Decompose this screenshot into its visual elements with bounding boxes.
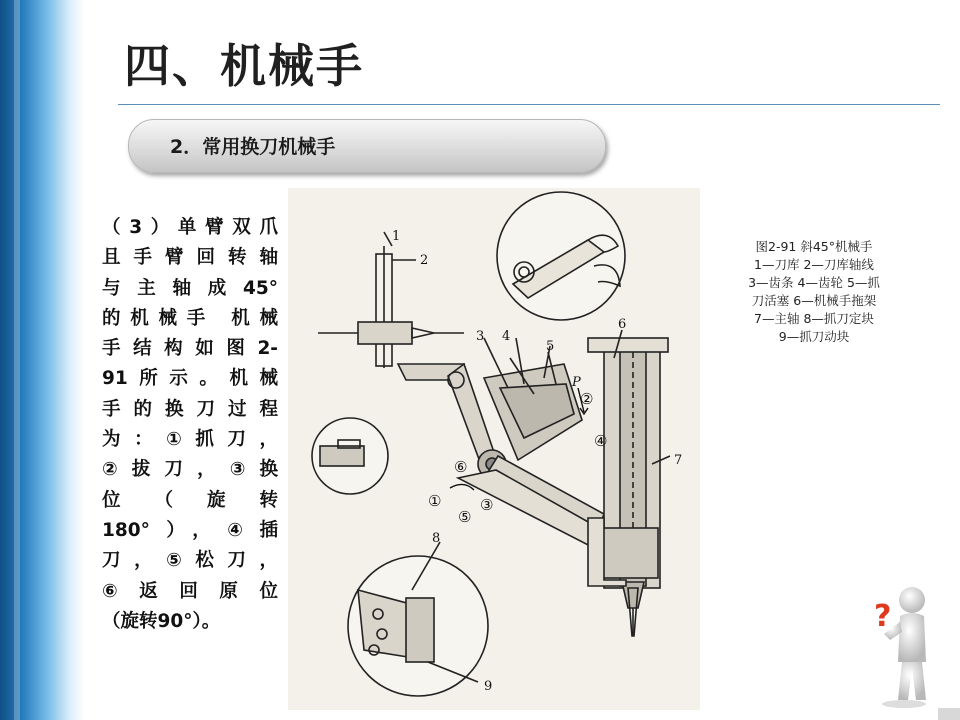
body-line: （旋转90°）。 <box>102 610 221 632</box>
part-label-8: 8 <box>432 531 441 546</box>
part-label-5: 5 <box>546 339 555 354</box>
body-line: 91所示。机械 <box>102 368 278 390</box>
part-label-3: 3 <box>476 329 485 344</box>
body-paragraph <box>102 213 278 637</box>
corner-tab <box>938 708 960 720</box>
figure-caption <box>716 238 912 346</box>
body-line: 手结构如图2- <box>102 338 278 360</box>
manipulator-diagram <box>288 188 700 710</box>
caption-line: 图2-91 斜45°机械手 <box>755 239 873 254</box>
part-label-2: 2 <box>420 253 429 268</box>
body-line: 位 （ 旋 转 <box>102 489 278 511</box>
section-label: 2．常用换刀机械手 <box>170 136 336 158</box>
part-label-6: 6 <box>618 317 627 332</box>
caption-line: 1—刀库 2—刀库轴线 <box>754 257 874 272</box>
body-line: 为：①抓刀， <box>102 429 278 451</box>
step-marker-2: ② <box>580 390 594 408</box>
part-label-4: 4 <box>502 329 511 344</box>
body-line: 且手臂回转轴 <box>102 247 278 269</box>
step-marker-5: ⑤ <box>458 508 472 526</box>
body-line: 与主轴成45° <box>102 277 278 299</box>
left-decor-bar <box>0 0 84 720</box>
part-label-1: 1 <box>392 229 401 244</box>
step-marker-4: ④ <box>594 432 608 450</box>
body-line: 180°），④插 <box>102 519 278 541</box>
step-marker-6: ⑥ <box>454 458 468 476</box>
question-figure-icon <box>868 582 940 710</box>
caption-line: 7—主轴 8—抓刀定块 <box>754 311 874 326</box>
body-line: ⑥返回原位 <box>102 580 278 602</box>
part-label-9: 9 <box>484 679 493 694</box>
step-marker-3: ③ <box>480 496 494 514</box>
body-line: （3）单臂双爪 <box>102 217 278 238</box>
body-line: 刀，⑤松刀， <box>102 550 278 572</box>
slide-title: 四、机械手 <box>124 39 364 93</box>
caption-line: 9—抓刀动块 <box>778 329 850 344</box>
svg-text:?: ? <box>874 599 892 634</box>
body-line: 的机械手 机械 <box>102 307 278 329</box>
caption-line: 3—齿条 4—齿轮 5—抓 <box>748 275 880 290</box>
title-divider <box>118 104 940 105</box>
body-line: ②拔刀，③换 <box>102 459 278 481</box>
part-label-7: 7 <box>674 453 683 468</box>
arrow-label-p: P <box>572 375 581 390</box>
body-line: 手的换刀过程 <box>102 398 278 420</box>
step-marker-1: ① <box>428 492 442 510</box>
caption-line: 刀活塞 6—机械手拖架 <box>751 293 877 308</box>
